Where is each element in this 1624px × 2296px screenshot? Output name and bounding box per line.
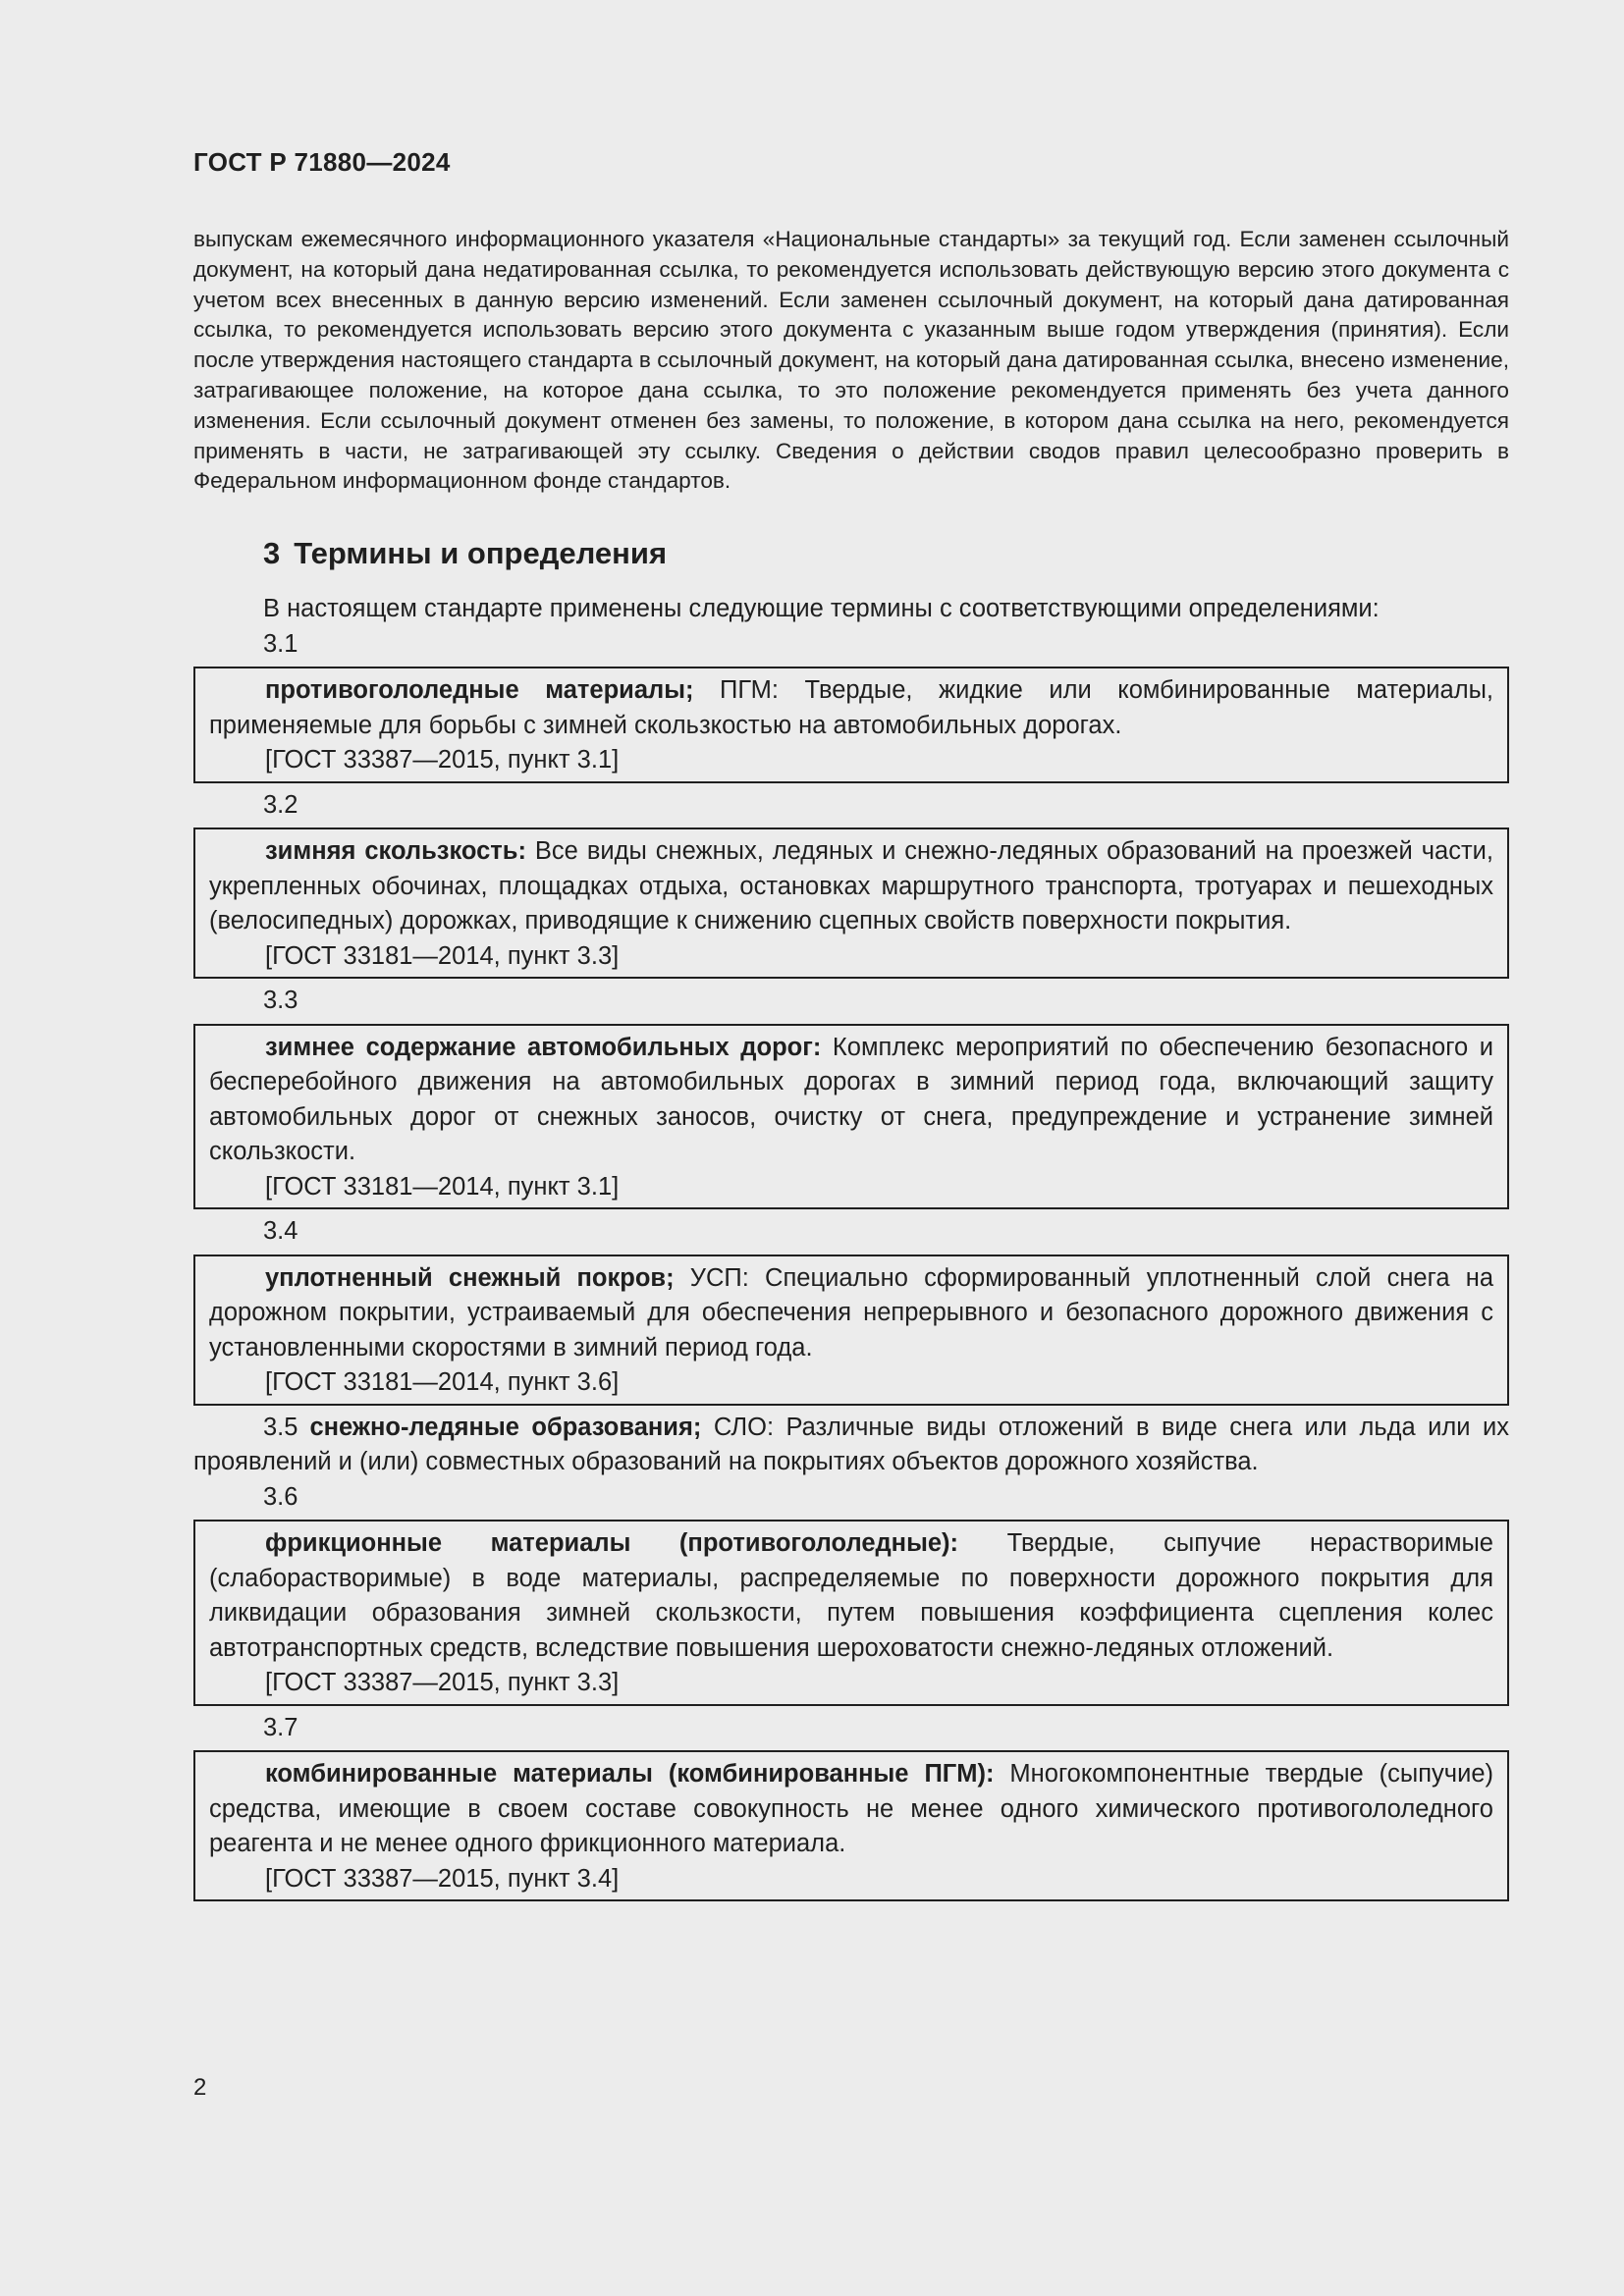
- term-name: комбинированные материалы (комбинированные ПГМ):: [265, 1760, 995, 1788]
- term-number: 3.5: [263, 1413, 298, 1441]
- term-box: [193, 828, 1509, 979]
- intro-paragraph: выпускам ежемесячного информационного указателя «Национальные стандарты» за текущий год. Если заменен ссылочный документ, на который дана недатированная ссылка, то рекомендуется использовать действующую версию этого документа с учетом всех внесенных в данную версию изменений. Если заменен ссылочный документ, на который дана датированная ссылка, то рекомендуется использовать версию этого документа с указанным выше годом утверждения (принятия). Если после утверждения настоящего стандарта в ссылочный документ, на который дана датированная ссылка, внесено изменение, затрагивающее положение, на которое дана ссылка, то это положение рекомендуется применять без учета данного изменения. Если ссылочный документ отменен без замены, то положение, в котором дана ссылка на него, рекомендуется применять в части, не затрагивающей эту ссылку. Сведения о действии сводов правил целесообразно проверить в Федеральном информационном фонде стандартов.: [193, 227, 1509, 494]
- term-number: 3.3: [263, 987, 298, 1014]
- term-definition: [209, 1757, 1493, 1862]
- term-source: [ГОСТ 33387—2015, пункт 3.1]: [265, 746, 620, 774]
- term-text: Многокомпонентные твердые (сыпучие) средства, имеющие в своем составе совокупность не менее одного химического противогололедного реагента и не менее одного фрикционного материала.: [209, 1760, 1493, 1857]
- term-name: снежно-ледяные образования;: [309, 1413, 702, 1441]
- term-source: [ГОСТ 33181—2014, пункт 3.3]: [265, 941, 620, 970]
- term-source: [ГОСТ 33387—2015, пункт 3.4]: [265, 1864, 620, 1893]
- term-definition: [209, 1261, 1493, 1366]
- term-box: [193, 1520, 1509, 1706]
- term-box: [193, 667, 1509, 783]
- term-source: [ГОСТ 33181—2014, пункт 3.6]: [265, 1368, 620, 1396]
- term-text: Твердые, сыпучие нерастворимые (слаборастворимые) в воде материалы, распределяемые по поверхности дорожного покрытия для ликвидации образования зимней скользкости, путем повышения коэффициента сцепления колес автотранспортных средств, вследствие повышения шероховатости снежно-ледяных отложений.: [209, 1529, 1493, 1662]
- term-text: УСП: Специально сформированный уплотненный слой снега на дорожном покрытии, устраиваемый для обеспечения непрерывного и безопасного дорожного движения с установленными скоростями в зимний период года.: [209, 1263, 1493, 1362]
- term-definition: [209, 1526, 1493, 1666]
- term-number: 3.1: [263, 629, 298, 658]
- section-title-text: Термины и определения: [294, 536, 668, 570]
- term-box: [193, 1024, 1509, 1210]
- term-number: 3.6: [263, 1482, 298, 1511]
- term-source: [ГОСТ 33387—2015, пункт 3.3]: [265, 1669, 620, 1696]
- term-name: зимняя скользкость:: [265, 837, 526, 865]
- term-box: [193, 1255, 1509, 1406]
- document-header: ГОСТ Р 71880—2024: [193, 147, 451, 177]
- term-name: уплотненный снежный покров;: [265, 1263, 675, 1292]
- section-title: [263, 536, 667, 571]
- term-box: [193, 1750, 1509, 1901]
- section-number: 3: [263, 536, 281, 570]
- term-source: [ГОСТ 33181—2014, пункт 3.1]: [265, 1172, 620, 1201]
- term-name: зимнее содержание автомобильных дорог:: [265, 1033, 822, 1061]
- term-inline: [193, 1411, 1509, 1480]
- intro-block: [193, 225, 1509, 497]
- page-number: 2: [193, 2074, 207, 2101]
- term-number: 3.7: [263, 1713, 298, 1741]
- section-lead: В настоящем стандарте применены следующие термины с соответствующими определениями:: [263, 595, 1380, 622]
- term-text: Комплекс мероприятий по обеспечению безопасного и бесперебойного движения на автомобильных дорогах в зимний период года, включающий защиту автомобильных дорог от снежных заносов, очистку от снега, предупреждение и устранение зимней скользкости.: [209, 1033, 1494, 1165]
- term-text: Все виды снежных, ледяных и снежно-ледяных образований на проезжей части, укрепленных обочинах, площадках отдыха, остановках маршрутного транспорта, тротуарах и пешеходных (велосипедных) дорожках, приводящие к снижению сцепных свойств поверхности покрытия.: [209, 837, 1493, 934]
- term-definition: [209, 1031, 1493, 1170]
- term-text: ПГМ: Твердые, жидкие или комбинированные материалы, применяемые для борьбы с зимней скользкостью на автомобильных дорогах.: [209, 676, 1494, 739]
- terms-list: [193, 592, 1509, 1906]
- term-name: фрикционные материалы (противогололедные):: [265, 1529, 959, 1557]
- term-number: 3.4: [263, 1217, 298, 1245]
- term-name: противогололедные материалы;: [265, 676, 694, 704]
- term-number: 3.2: [263, 790, 298, 819]
- term-definition: [209, 673, 1493, 743]
- term-text: СЛО: Различные виды отложений в виде снега или льда или их проявлений и (или) совместных образований на покрытиях объектов дорожного хозяйства.: [193, 1413, 1509, 1475]
- term-definition: [209, 834, 1493, 939]
